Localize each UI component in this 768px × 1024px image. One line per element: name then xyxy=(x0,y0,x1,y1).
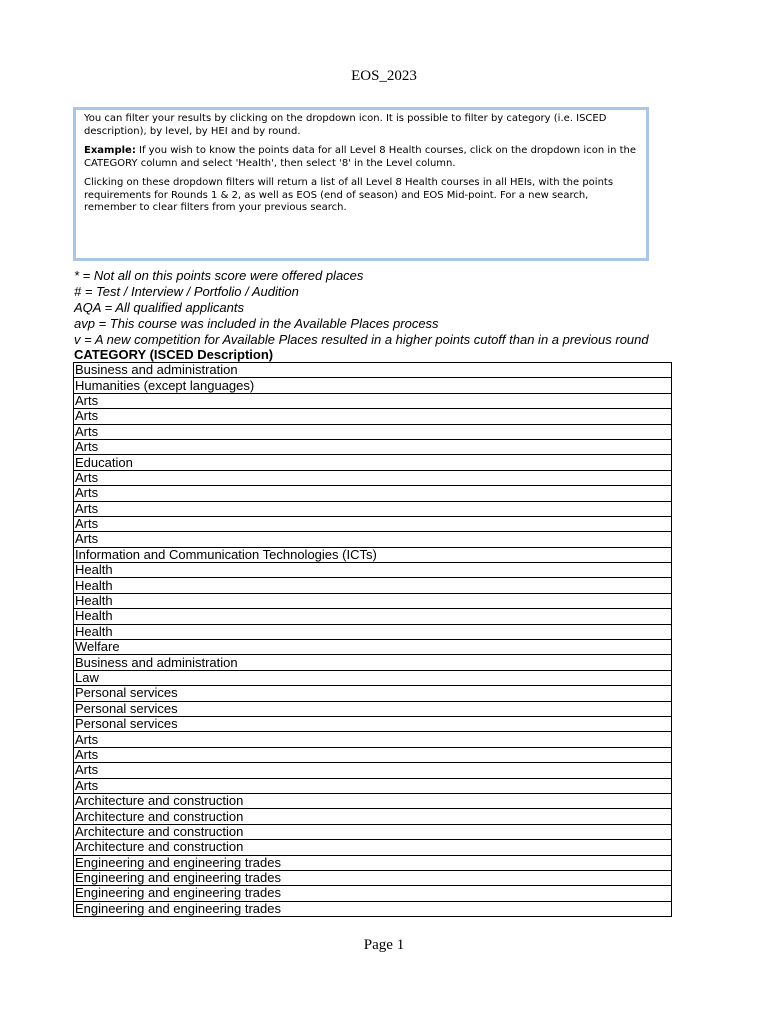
table-row xyxy=(74,747,672,762)
table-row xyxy=(74,778,672,793)
table-row xyxy=(74,455,672,470)
category-cell: Engineering and engineering trades xyxy=(74,855,672,870)
table-row xyxy=(74,547,672,562)
category-cell: Arts xyxy=(74,732,672,747)
table-row xyxy=(74,593,672,608)
category-cell: Health xyxy=(74,609,672,624)
category-cell: Information and Communication Technologies (ICTs) xyxy=(74,547,672,562)
example-label: Example: xyxy=(84,145,136,156)
category-cell: Personal services xyxy=(74,686,672,701)
category-cell: Architecture and construction xyxy=(74,840,672,855)
category-cell: Arts xyxy=(74,516,672,531)
category-cell: Humanities (except languages) xyxy=(74,378,672,393)
table-row xyxy=(74,470,672,485)
table-row xyxy=(74,763,672,778)
category-cell: Engineering and engineering trades xyxy=(74,886,672,901)
category-cell: Architecture and construction xyxy=(74,809,672,824)
category-cell: Arts xyxy=(74,439,672,454)
table-row xyxy=(74,378,672,393)
table-row xyxy=(74,578,672,593)
category-cell: Arts xyxy=(74,778,672,793)
table-row xyxy=(74,609,672,624)
legend-item: # = Test / Interview / Portfolio / Audition xyxy=(74,284,299,299)
category-cell: Architecture and construction xyxy=(74,824,672,839)
table-row xyxy=(74,701,672,716)
category-cell: Architecture and construction xyxy=(74,793,672,808)
table-row xyxy=(74,732,672,747)
table-row xyxy=(74,532,672,547)
table-row xyxy=(74,901,672,916)
category-cell: Health xyxy=(74,624,672,639)
category-cell: Arts xyxy=(74,470,672,485)
table-row xyxy=(74,409,672,424)
category-cell: Arts xyxy=(74,532,672,547)
category-cell: Arts xyxy=(74,424,672,439)
table-row xyxy=(74,516,672,531)
legend-item: * = Not all on this points score were offered places xyxy=(74,268,364,283)
table-row xyxy=(74,886,672,901)
instructions-box xyxy=(73,107,649,261)
category-cell: Business and administration xyxy=(74,363,672,378)
table-row xyxy=(74,393,672,408)
category-cell: Arts xyxy=(74,393,672,408)
table-row xyxy=(74,855,672,870)
category-cell: Arts xyxy=(74,486,672,501)
category-cell: Business and administration xyxy=(74,655,672,670)
table-row xyxy=(74,824,672,839)
legend-item: avp = This course was included in the Available Places process xyxy=(74,316,439,331)
instructions-paragraph-2 xyxy=(84,145,638,170)
table-row xyxy=(74,870,672,885)
example-text: If you wish to know the points data for all Level 8 Health courses, click on the dropdown icon in the CATEGORY column and select 'Health', then select '8' in the Level column. xyxy=(84,145,637,169)
instructions-paragraph-3: Clicking on these dropdown filters will return a list of all Level 8 Health courses in all HEIs, with the points requirements for Rounds 1 & 2, as well as EOS (end of season) and EOS Mid-point. For a new search, remember to clear filters from your previous search. xyxy=(84,177,614,213)
legend-item: v = A new competition for Available Places resulted in a higher points cutoff than in a previous round xyxy=(74,332,649,347)
category-cell: Arts xyxy=(74,409,672,424)
table-row xyxy=(74,439,672,454)
table-row xyxy=(74,563,672,578)
category-cell: Health xyxy=(74,593,672,608)
category-cell: Welfare xyxy=(74,640,672,655)
table-row xyxy=(74,655,672,670)
category-cell: Arts xyxy=(74,747,672,762)
category-cell: Arts xyxy=(74,763,672,778)
category-cell: Engineering and engineering trades xyxy=(74,870,672,885)
table-row xyxy=(74,640,672,655)
category-table xyxy=(73,362,672,917)
table-row xyxy=(74,486,672,501)
table-row xyxy=(74,809,672,824)
table-row xyxy=(74,670,672,685)
legend xyxy=(74,268,674,348)
category-cell: Personal services xyxy=(74,716,672,731)
table-row xyxy=(74,501,672,516)
table-row xyxy=(74,363,672,378)
page-number: Page 1 xyxy=(363,937,405,953)
table-row xyxy=(74,840,672,855)
table-row xyxy=(74,624,672,639)
table-row xyxy=(74,716,672,731)
category-column-header[interactable]: CATEGORY (ISCED Description) xyxy=(74,347,274,362)
table-row xyxy=(74,793,672,808)
category-cell: Personal services xyxy=(74,701,672,716)
page-title: EOS_2023 xyxy=(351,68,417,84)
category-cell: Health xyxy=(74,578,672,593)
instructions-paragraph-1: You can filter your results by clicking on the dropdown icon. It is possible to filter by category (i.e. ISCED description), by level, by HEI and by round. xyxy=(84,113,607,137)
category-cell: Arts xyxy=(74,501,672,516)
table-row xyxy=(74,424,672,439)
legend-item: AQA = All qualified applicants xyxy=(74,300,244,315)
table-row xyxy=(74,686,672,701)
category-cell: Education xyxy=(74,455,672,470)
category-cell: Law xyxy=(74,670,672,685)
category-cell: Engineering and engineering trades xyxy=(74,901,672,916)
category-cell: Health xyxy=(74,563,672,578)
